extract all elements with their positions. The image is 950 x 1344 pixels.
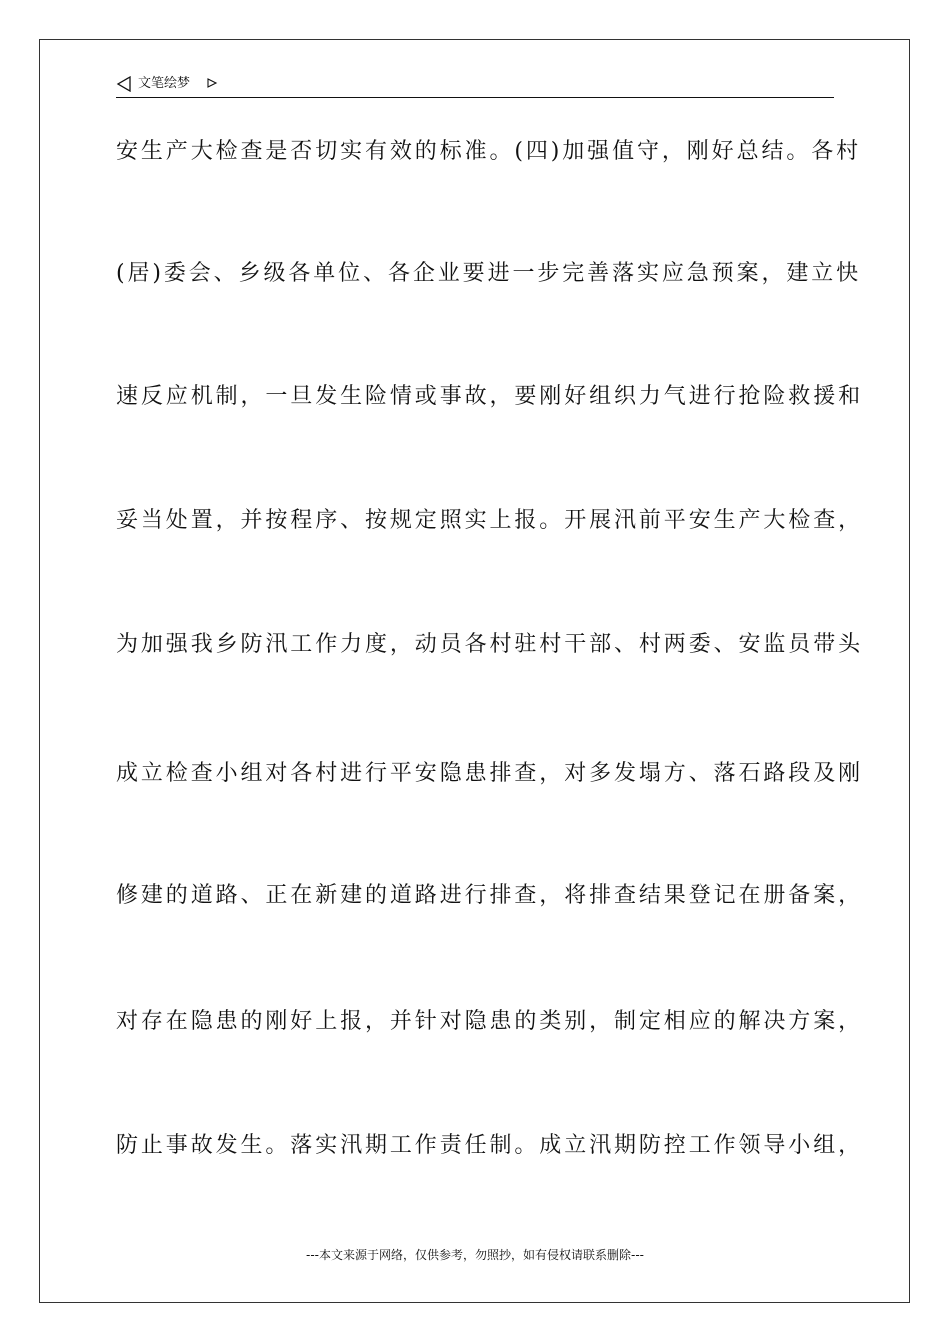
text-line: 成立检查小组对各村进行平安隐患排查，对多发塌方、落石路段及刚 <box>116 761 864 786</box>
footer-disclaimer: ---本文来源于网络，仅供参考，勿照抄，如有侵权请联系删除--- <box>306 1248 644 1262</box>
text-line: 安生产大检查是否切实有效的标准。(四)加强值守，刚好总结。各村 <box>116 139 862 164</box>
header-divider <box>116 97 834 98</box>
page-border <box>39 39 910 1303</box>
right-triangle-icon <box>206 77 218 89</box>
header-title: 文笔绘梦 <box>138 76 191 91</box>
text-line: 为加强我乡防汛工作力度，动员各村驻村干部、村两委、安监员带头 <box>116 632 864 657</box>
text-line: 防止事故发生。落实汛期工作责任制。成立汛期防控工作领导小组， <box>116 1133 864 1158</box>
text-line: 修建的道路、正在新建的道路进行排查，将排查结果登记在册备案， <box>116 883 864 908</box>
text-line: (居)委会、乡级各单位、各企业要进一步完善落实应急预案，建立快 <box>116 261 862 286</box>
page-header <box>116 72 834 98</box>
text-line: 妥当处置，并按程序、按规定照实上报。开展汛前平安生产大检查， <box>116 508 864 533</box>
left-triangle-icon <box>116 76 132 92</box>
text-line: 速反应机制，一旦发生险情或事故，要刚好组织力气进行抢险救援和 <box>116 384 864 409</box>
text-line: 对存在隐患的刚好上报，并针对隐患的类别，制定相应的解决方案， <box>116 1009 864 1034</box>
